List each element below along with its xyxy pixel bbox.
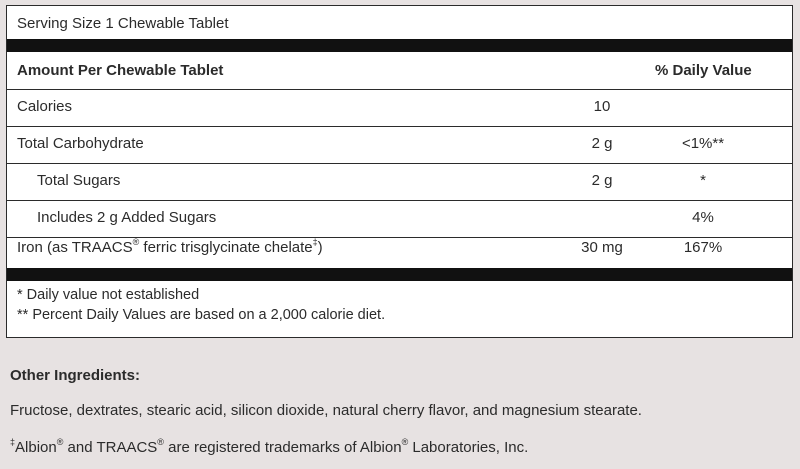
row-name: Includes 2 g Added Sugars [37,209,217,226]
thick-divider-top [7,39,792,52]
table-row-iron [7,231,792,267]
table-row-total-carbohydrate [7,127,792,164]
thick-divider-bottom [7,268,792,281]
other-ingredients-text: Fructose, dextrates, stearic acid, silicon dioxide, natural cherry flavor, and magnesium stearate. [10,402,642,419]
table-row-total-sugars [7,164,792,201]
row-amount: 30 mg [581,239,623,256]
serving-size: Serving Size 1 Chewable Tablet [17,15,229,32]
row-name: Calories [17,98,73,115]
row-amount: 2 g [591,135,613,152]
row-dv: 167% [683,239,723,256]
row-amount: 2 g [591,172,613,189]
header-amount: Amount Per Chewable Tablet [17,62,224,79]
table-header [7,52,792,90]
row-dv: 4% [692,209,714,226]
row-name: Iron (as TRAACS® ferric trisglycinate chelate‡) [17,237,323,256]
footnote-percent-dv: ** Percent Daily Values are based on a 2,000 calorie diet. [17,307,386,323]
table-row-calories [7,90,792,127]
row-dv: <1%** [681,135,725,152]
row-name: Total Carbohydrate [17,135,144,152]
header-daily-value: % Daily Value [655,62,752,79]
other-ingredients-title: Other Ingredients: [10,367,141,384]
supplement-facts-panel [6,5,793,338]
row-amount: 10 [593,98,611,115]
row-name: Total Sugars [37,172,121,189]
footnote-daily-value: * Daily value not established [17,287,200,303]
row-dv: * [700,172,706,189]
trademark-notice: ‡Albion® and TRAACS® are registered trademarks of Albion® Laboratories, Inc. [10,437,529,456]
